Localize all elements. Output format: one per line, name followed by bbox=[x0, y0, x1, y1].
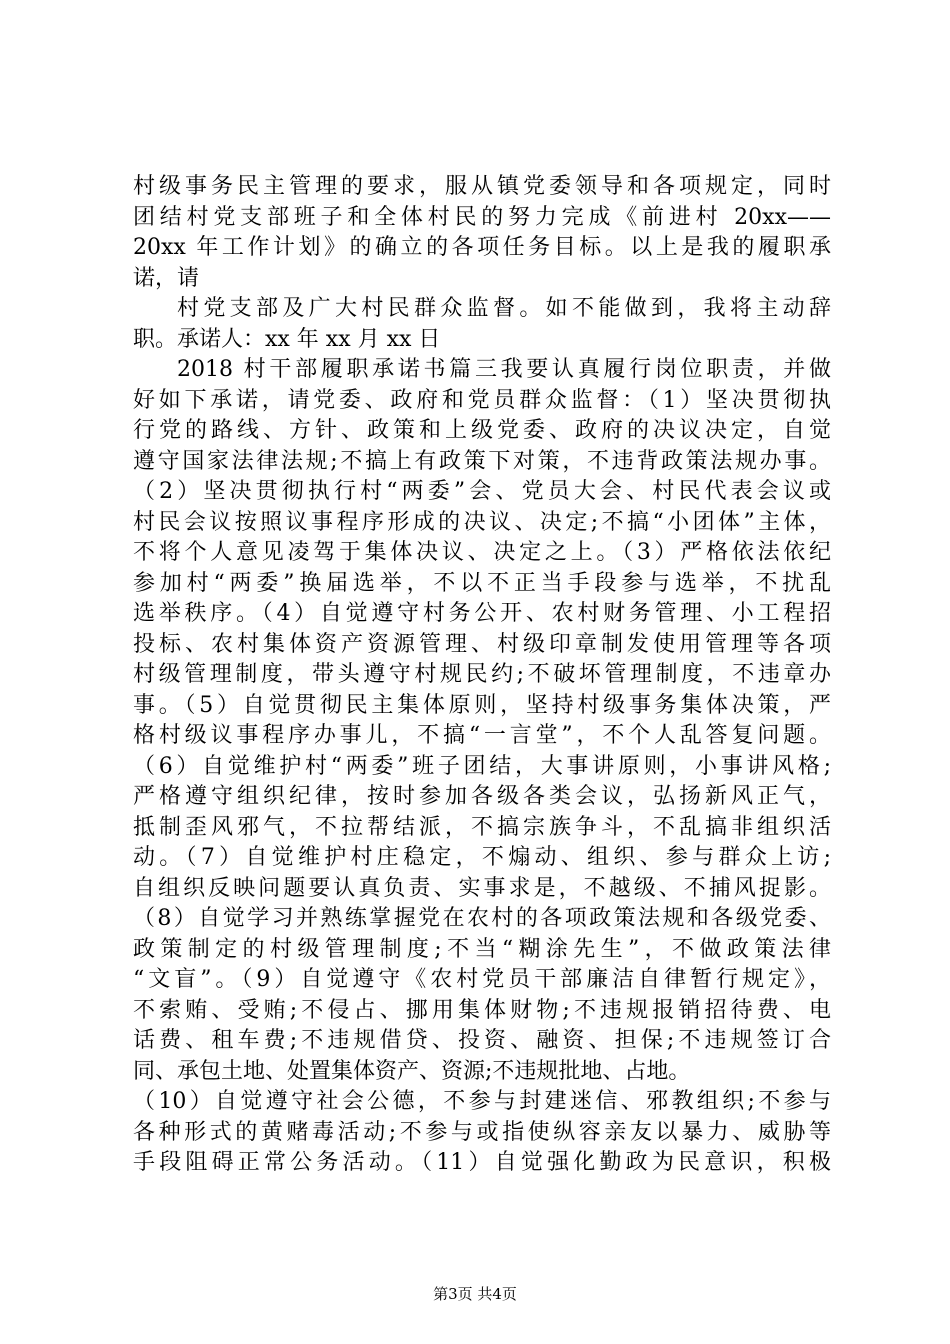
body-line: 参加村“两委”换届选举，不以不正当手段参与选举，不扰乱 bbox=[133, 570, 831, 596]
body-line: 职。承诺人：xx 年 xx 月 xx 日 bbox=[133, 326, 441, 352]
body-line: 动。（7）自觉维护村庄稳定，不煽动、组织、参与群众上访; bbox=[133, 845, 831, 870]
body-line: 村级管理制度，带头遵守村规民约;不破坏管理制度，不违章办 bbox=[133, 662, 831, 687]
body-line: 遵守国家法律法规;不搞上有政策下对策，不违背政策法规办事。 bbox=[133, 448, 831, 474]
body-line: 格村级议事程序办事儿，不搞“一言堂”，不个人乱答复问题。 bbox=[133, 723, 831, 748]
body-line: 自组织反映问题要认真负责、实事求是，不越级、不捕风捉影。 bbox=[133, 875, 831, 901]
body-line: 各种形式的黄赌毒活动;不参与或指使纵容亲友以暴力、威胁等 bbox=[133, 1119, 831, 1145]
body-line: （8）自觉学习并熟练掌握党在农村的各项政策法规和各级党委、 bbox=[133, 906, 831, 931]
body-line: 不索贿、受贿;不侵占、挪用集体财物;不违规报销招待费、电 bbox=[133, 997, 831, 1023]
document-body bbox=[133, 172, 831, 1179]
body-line: 好如下承诺，请党委、政府和党员群众监督：（1）坚决贯彻执 bbox=[133, 387, 831, 413]
body-line: 村级事务民主管理的要求，服从镇党委领导和各项规定，同时 bbox=[133, 174, 831, 199]
body-line: 投标、农村集体资产资源管理、村级印章制发使用管理等各项 bbox=[133, 631, 831, 657]
body-line: 团结村党支部班子和全体村民的努力完成《前进村 20xx—— bbox=[133, 204, 831, 230]
body-line: （10）自觉遵守社会公德，不参与封建迷信、邪教组织;不参与 bbox=[133, 1089, 831, 1114]
body-line: 诺，请 bbox=[133, 265, 200, 291]
body-line: 话费、租车费;不违规借贷、投资、融资、担保;不违规签订合 bbox=[133, 1028, 831, 1053]
body-line: 政策制定的村级管理制度;不当“糊涂先生”，不做政策法律 bbox=[133, 936, 831, 962]
body-line: 20xx 年工作计划》的确立的各项任务目标。以上是我的履职承 bbox=[133, 235, 831, 260]
body-line: 行党的路线、方针、政策和上级党委、政府的决议决定，自觉 bbox=[133, 418, 831, 443]
body-line: 同、承包土地、处置集体资产、资源;不违规批地、占地。 bbox=[133, 1058, 691, 1084]
body-line: （6）自觉维护村“两委”班子团结，大事讲原则，小事讲风格; bbox=[133, 753, 831, 779]
body-line: 2018 村干部履职承诺书篇三我要认真履行岗位职责，并做 bbox=[177, 357, 831, 382]
body-line: 村民会议按照议事程序形成的决议、决定;不搞“小团体”主体， bbox=[133, 509, 831, 535]
body-line: 手段阻碍正常公务活动。（11）自觉强化勤政为民意识，积极 bbox=[133, 1150, 831, 1175]
body-line: 选举秩序。（4）自觉遵守村务公开、农村财务管理、小工程招 bbox=[133, 601, 831, 626]
body-line: （2）坚决贯彻执行村“两委”会、党员大会、村民代表会议或 bbox=[133, 479, 831, 504]
body-line: 事。（5）自觉贯彻民主集体原则，坚持村级事务集体决策，严 bbox=[133, 692, 831, 718]
body-line: 不将个人意见凌驾于集体决议、决定之上。（3）严格依法依纪 bbox=[133, 540, 831, 565]
body-line: 严格遵守组织纪律，按时参加各级各类会议，弘扬新风正气， bbox=[133, 784, 831, 809]
page-number-footer: 第3页 共4页 bbox=[433, 1285, 517, 1303]
body-line: 抵制歪风邪气，不拉帮结派，不搞宗族争斗，不乱搞非组织活 bbox=[133, 814, 831, 840]
body-line: “文盲”。（9）自觉遵守《农村党员干部廉洁自律暂行规定》， bbox=[133, 967, 831, 992]
body-line: 村党支部及广大村民群众监督。如不能做到，我将主动辞 bbox=[177, 296, 831, 321]
